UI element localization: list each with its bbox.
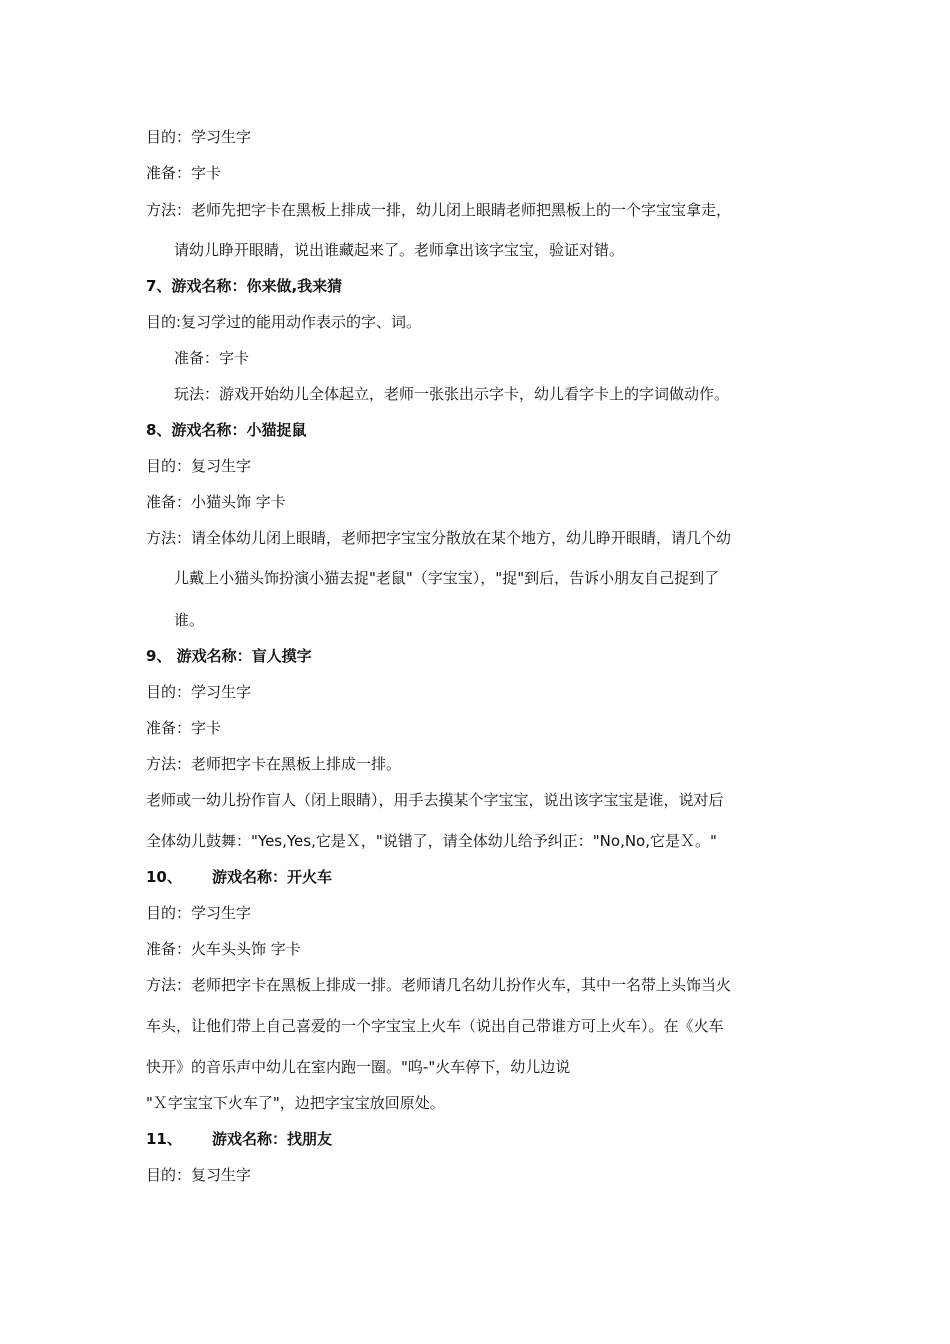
preparation-line: 准备：字卡 xyxy=(146,164,222,182)
game-number: 10、 xyxy=(146,868,182,886)
method-line-continued: 车头，让他们带上自己喜爱的一个字宝宝上火车（说出自己带谁方可上火车）。在《火车 xyxy=(146,1017,724,1035)
purpose-line: 目的：学习生字 xyxy=(146,904,252,922)
game-11-heading xyxy=(146,1129,332,1149)
preparation-line: 准备：字卡 xyxy=(174,349,250,367)
purpose-line: 目的:复习学过的能用动作表示的字、词。 xyxy=(146,313,422,331)
method-line: 方法：老师把字卡在黑板上排成一排。 xyxy=(146,755,402,773)
purpose-line: 目的：复习生字 xyxy=(146,457,252,475)
game-title: 游戏名称：找朋友 xyxy=(212,1130,333,1148)
game-9-heading: 9、 游戏名称：盲人摸字 xyxy=(146,647,312,665)
method-line-continued: 谁。 xyxy=(174,611,205,629)
preparation-line: 准备：小猫头饰 字卡 xyxy=(146,493,286,511)
preparation-line: 准备：火车头头饰 字卡 xyxy=(146,940,301,958)
method-line: 方法：老师先把字卡在黑板上排成一排，幼儿闭上眼睛老师把黑板上的一个字宝宝拿走， xyxy=(146,201,732,219)
method-line-continued: "Ｘ字宝宝下火车了"，边把字宝宝放回原处。 xyxy=(146,1094,445,1112)
game-10-heading xyxy=(146,867,332,887)
game-number: 11、 xyxy=(146,1130,182,1148)
purpose-line: 目的：学习生字 xyxy=(146,683,252,701)
method-line-continued: 全体幼儿鼓舞："Yes,Yes,它是Ｘ，"说错了，请全体幼儿给予纠正："No,No,它是Ｘ。" xyxy=(146,832,717,850)
method-line: 方法：请全体幼儿闭上眼睛，老师把字宝宝分散放在某个地方，幼儿睁开眼睛，请几个幼 xyxy=(146,529,732,547)
preparation-line: 准备：字卡 xyxy=(146,719,222,737)
game-7-heading: 7、游戏名称：你来做,我来猜 xyxy=(146,277,343,295)
method-line: 方法：老师把字卡在黑板上排成一排。老师请几名幼儿扮作火车，其中一名带上头饰当火 xyxy=(146,976,732,994)
play-method-line: 玩法：游戏开始幼儿全体起立，老师一张张出示字卡，幼儿看字卡上的字词做动作。 xyxy=(174,385,730,403)
game-8-heading: 8、游戏名称：小猫捉鼠 xyxy=(146,421,307,439)
method-line-continued: 儿戴上小猫头饰扮演小猫去捉"老鼠"（字宝宝），"捉"到后，告诉小朋友自己捉到了 xyxy=(174,569,720,587)
purpose-line: 目的：学习生字 xyxy=(146,128,252,146)
method-line-continued: 老师或一幼儿扮作盲人（闭上眼睛），用手去摸某个字宝宝，说出该字宝宝是谁，说对后 xyxy=(146,791,724,809)
method-line-continued: 请幼儿睁开眼睛，说出谁藏起来了。老师拿出该字宝宝，验证对错。 xyxy=(174,241,625,259)
method-line-continued: 快开》的音乐声中幼儿在室内跑一圈。"呜-"火车停下，幼儿边说 xyxy=(146,1058,571,1076)
purpose-line: 目的：复习生字 xyxy=(146,1166,252,1184)
game-title: 游戏名称：开火车 xyxy=(212,868,333,886)
